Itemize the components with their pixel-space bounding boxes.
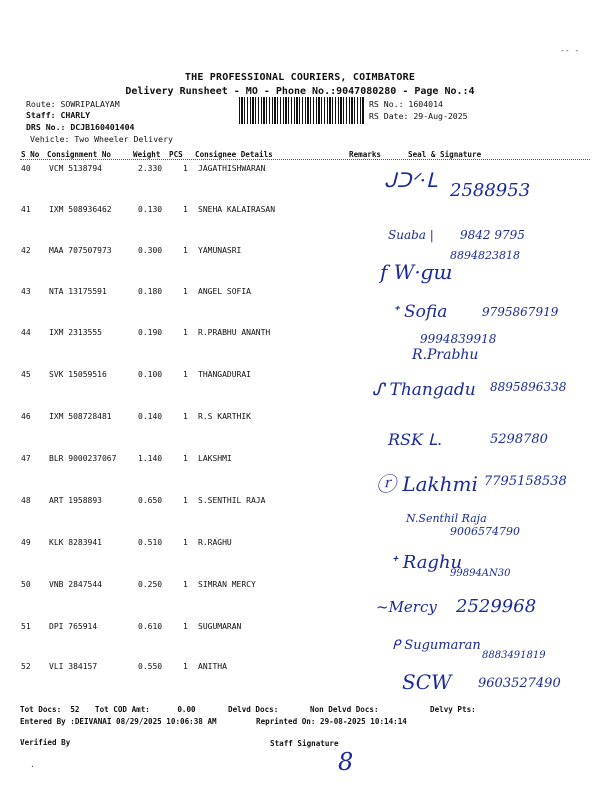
row-consignee: R.RAGHU	[198, 538, 232, 547]
row-consignment: DPI 765914	[49, 622, 98, 631]
signature-number: 2588953	[450, 180, 531, 201]
signature-mark: ᐩ Sofia	[392, 302, 448, 322]
row-consignment: IXM 508936462	[49, 205, 112, 214]
row-consignee: S.SENTHIL RAJA	[198, 496, 266, 505]
total-docs: Tot Docs: 52	[20, 705, 80, 714]
delivery-points: Delvy Pts:	[430, 705, 476, 714]
signature-mark: Suaba |	[388, 228, 434, 242]
table-row	[0, 532, 600, 573]
total-cod: Tot COD Amt: 0.00	[95, 705, 196, 714]
row-consignment: IXM 508728481	[49, 412, 112, 421]
signature-mark: ᐩ Raghu	[390, 552, 463, 573]
table-row	[0, 322, 600, 363]
signature-mark: RSK ᒪ.	[388, 430, 443, 449]
row-consignment: BLR 9000237067	[49, 454, 117, 463]
row-pcs: 1	[183, 662, 188, 671]
row-pcs: 1	[183, 496, 188, 505]
col-seal-signature: Seal & Signature	[408, 150, 482, 159]
signature-mark: N.Senthil Raja	[406, 512, 487, 525]
row-sno: 44	[21, 328, 31, 337]
runsheet-subtitle: Delivery Runsheet - MO - Phone No.:9047080280 - Page No.:4	[125, 86, 475, 97]
row-sno: 41	[21, 205, 31, 214]
signature-mark: f W·ɡɯ	[380, 260, 453, 284]
signature-number: 8894823818	[450, 249, 520, 262]
barcode	[239, 97, 365, 124]
signature-mark: ᔑ Thangadu	[372, 380, 476, 400]
row-consignee: ANITHA	[198, 662, 227, 671]
row-consignee: THANGADURAI	[198, 370, 251, 379]
row-pcs: 1	[183, 164, 188, 173]
row-consignment: KLK 8283941	[49, 538, 102, 547]
staff-signature-label: Staff Signature	[270, 739, 339, 748]
rs-number: RS No.: 1604014	[369, 99, 443, 109]
row-pcs: 1	[183, 370, 188, 379]
row-consignee: R.PRABHU ANANTH	[198, 328, 271, 337]
row-consignee: ANGEL SOFIA	[198, 287, 251, 296]
col-consignment: Consignment No	[47, 150, 112, 159]
signature-number: 7795158538	[484, 474, 567, 489]
signature-mark: ᑭ Sugumaran	[392, 638, 481, 653]
row-weight: 0.250	[138, 580, 163, 589]
row-consignee: LAKSHMI	[198, 454, 232, 463]
row-consignee: SIMRAN MERCY	[198, 580, 256, 589]
delivered-docs: Delvd Docs:	[228, 705, 279, 714]
signature-mark: ⓡ Lakhmi	[376, 472, 478, 496]
row-weight: 0.510	[138, 538, 163, 547]
row-pcs: 1	[183, 328, 188, 337]
row-pcs: 1	[183, 454, 188, 463]
row-sno: 47	[21, 454, 31, 463]
row-weight: 0.180	[138, 287, 163, 296]
row-weight: 0.550	[138, 662, 163, 671]
row-weight: 0.650	[138, 496, 163, 505]
row-sno: 42	[21, 246, 31, 255]
col-weight: Weight	[133, 150, 161, 159]
signature-number: 99894AN30	[450, 568, 511, 579]
row-pcs: 1	[183, 246, 188, 255]
row-pcs: 1	[183, 622, 188, 631]
signature-number: 2529968	[456, 596, 537, 617]
signature-number: 8895896338	[490, 380, 567, 394]
row-consignee: YAMUNASRI	[198, 246, 242, 255]
row-sno: 45	[21, 370, 31, 379]
row-sno: 49	[21, 538, 31, 547]
row-consignment: NTA 13175591	[49, 287, 107, 296]
staff-label: Staff: CHARLY	[26, 110, 91, 120]
entered-by: Entered By :DEIVANAI 08/29/2025 10:06:38 AM	[20, 717, 217, 726]
row-pcs: 1	[183, 412, 188, 421]
route-label: Route: SOWRIPALAYAM	[26, 99, 120, 109]
col-consignee: Consignee Details	[195, 150, 273, 159]
row-weight: 1.140	[138, 454, 163, 463]
drs-number: DRS No.: DCJB160401404	[26, 122, 135, 132]
row-sno: 50	[21, 580, 31, 589]
row-consignment: IXM 2313555	[49, 328, 102, 337]
row-consignment: VNB 2847544	[49, 580, 102, 589]
rs-date: RS Date: 29-Aug-2025	[369, 111, 468, 121]
row-weight: 0.190	[138, 328, 163, 337]
row-weight: 2.330	[138, 164, 163, 173]
row-consignment: VLI 384157	[49, 662, 98, 671]
row-weight: 0.300	[138, 246, 163, 255]
signature-number: 9842 9795	[460, 228, 525, 242]
row-consignee: JAGATHISHWARAN	[198, 164, 266, 173]
row-consignment: MAA 707507973	[49, 246, 112, 255]
signature-number: 9603527490	[478, 676, 561, 691]
row-weight: 0.610	[138, 622, 163, 631]
signature-number: 8883491819	[482, 650, 546, 661]
non-delivered-docs: Non Delvd Docs:	[310, 705, 379, 714]
row-sno: 52	[21, 662, 31, 671]
col-remarks: Remarks	[349, 150, 382, 159]
row-consignment: VCM 5138794	[49, 164, 102, 173]
signature-number: 9795867919	[482, 305, 559, 319]
row-consignment: SVK 15059516	[49, 370, 107, 379]
row-pcs: 1	[183, 580, 188, 589]
row-weight: 0.140	[138, 412, 163, 421]
reprinted-on: Reprinted On: 29-08-2025 10:14:14	[256, 717, 407, 726]
signature-number: 5298780	[490, 432, 548, 447]
row-sno: 40	[21, 164, 31, 173]
row-sno: 48	[21, 496, 31, 505]
row-consignee: R.S KARTHIK	[198, 412, 251, 421]
company-title: THE PROFESSIONAL COURIERS, COIMBATORE	[184, 72, 416, 83]
stray-dot: ·	[30, 762, 35, 771]
staff-signature-mark: 8	[338, 748, 354, 776]
row-sno: 46	[21, 412, 31, 421]
col-pcs: PCS	[169, 150, 183, 159]
vehicle-label: Vehicle: Two Wheeler Delivery	[30, 134, 173, 144]
col-sno: S No	[21, 150, 40, 159]
row-weight: 0.130	[138, 205, 163, 214]
signature-mark: SCW	[402, 670, 452, 694]
signature-mark: ~Mercy	[376, 598, 437, 616]
row-sno: 51	[21, 622, 31, 631]
row-sno: 43	[21, 287, 31, 296]
verified-by-label: Verified By	[20, 738, 71, 747]
signature-number: 9006574790	[450, 525, 520, 538]
corner-mark: -- -	[560, 46, 580, 55]
row-pcs: 1	[183, 538, 188, 547]
signature-mark: ᒍᑐᐟ·ᒪ	[384, 168, 438, 192]
signature-mark: R.Prabhu	[412, 347, 479, 363]
row-pcs: 1	[183, 287, 188, 296]
row-pcs: 1	[183, 205, 188, 214]
row-consignee: SNEHA KALAIRASAN	[198, 205, 276, 214]
row-weight: 0.100	[138, 370, 163, 379]
row-consignee: SUGUMARAN	[198, 622, 242, 631]
signature-number: 9994839918	[420, 332, 497, 346]
row-consignment: ART 1958893	[49, 496, 102, 505]
